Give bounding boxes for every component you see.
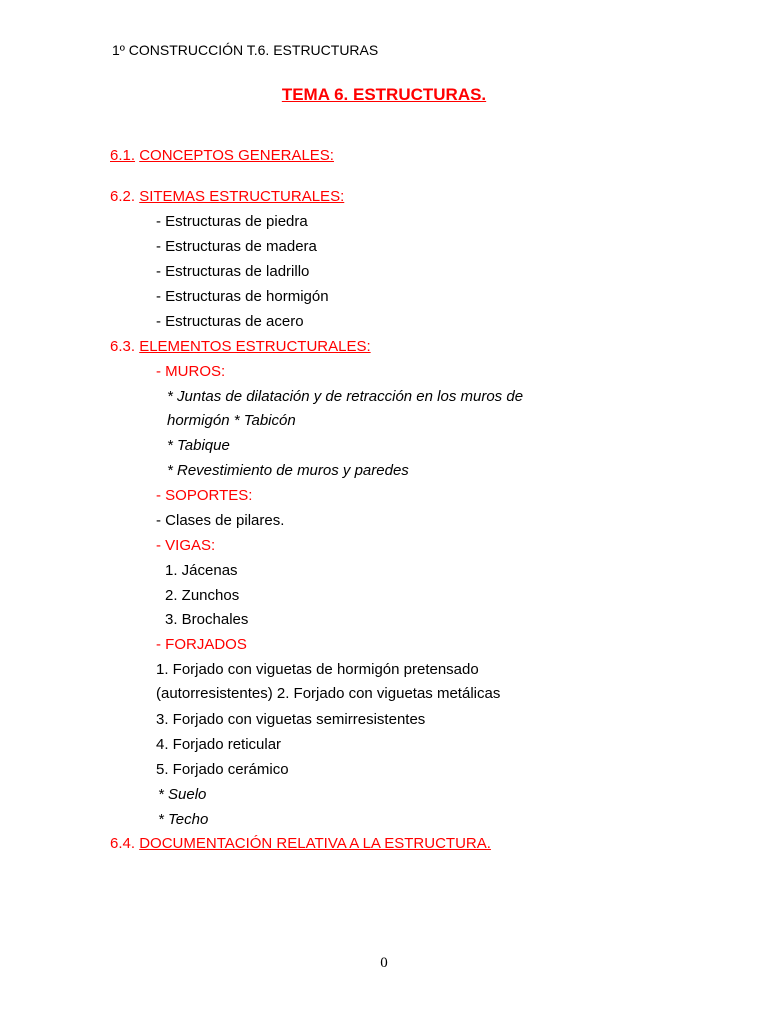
list-item: (autorresistentes) 2. Forjado con viguetas metálicas xyxy=(156,685,501,702)
list-item: 5. Forjado cerámico xyxy=(156,761,289,778)
list-item: - Estructuras de piedra xyxy=(156,213,308,230)
list-item: * Tabique xyxy=(167,437,230,454)
section-6-4 xyxy=(110,835,491,853)
list-item: - Estructuras de madera xyxy=(156,238,317,255)
list-item: 2. Zunchos xyxy=(165,587,240,604)
section-6-2 xyxy=(110,188,344,206)
subsection-forjados: - FORJADOS xyxy=(156,636,247,653)
section-heading: ELEMENTOS ESTRUCTURALES: xyxy=(139,338,371,355)
list-item: 1. Forjado con viguetas de hormigón pretensado xyxy=(156,661,479,678)
list-item: hormigón * Tabicón xyxy=(167,412,296,429)
list-item: * Techo xyxy=(158,811,209,828)
document-title: TEMA 6. ESTRUCTURAS. xyxy=(281,85,487,104)
section-6-3 xyxy=(110,338,371,356)
list-item: * Revestimiento de muros y paredes xyxy=(167,462,409,479)
section-heading: SITEMAS ESTRUCTURALES: xyxy=(139,188,345,205)
list-item: 3. Forjado con viguetas semirresistentes xyxy=(156,711,426,728)
list-item: * Juntas de dilatación y de retracción en los muros de xyxy=(167,388,524,405)
list-item: 1. Jácenas xyxy=(165,562,238,579)
section-heading: CONCEPTOS GENERALES: xyxy=(139,147,334,164)
list-item: 3. Brochales xyxy=(165,611,249,628)
section-number: 6.3. xyxy=(110,338,136,355)
section-number: 6.2. xyxy=(110,188,136,205)
page-number: 0 xyxy=(380,955,388,971)
page-header: 1º CONSTRUCCIÓN T.6. ESTRUCTURAS xyxy=(112,42,379,58)
subsection-muros: - MUROS: xyxy=(156,363,226,380)
section-heading: DOCUMENTACIÓN RELATIVA A LA ESTRUCTURA. xyxy=(139,835,491,852)
list-item: - Clases de pilares. xyxy=(156,512,285,529)
list-item: 4. Forjado reticular xyxy=(156,736,282,753)
list-item: * Suelo xyxy=(158,786,207,803)
list-item: - Estructuras de acero xyxy=(156,313,304,330)
subsection-vigas: - VIGAS: xyxy=(156,537,216,554)
section-6-1 xyxy=(110,147,334,165)
subsection-soportes: - SOPORTES: xyxy=(156,487,253,504)
list-item: - Estructuras de hormigón xyxy=(156,288,329,305)
list-item: - Estructuras de ladrillo xyxy=(156,263,310,280)
section-number: 6.4. xyxy=(110,835,136,852)
section-number: 6.1. xyxy=(110,147,136,164)
